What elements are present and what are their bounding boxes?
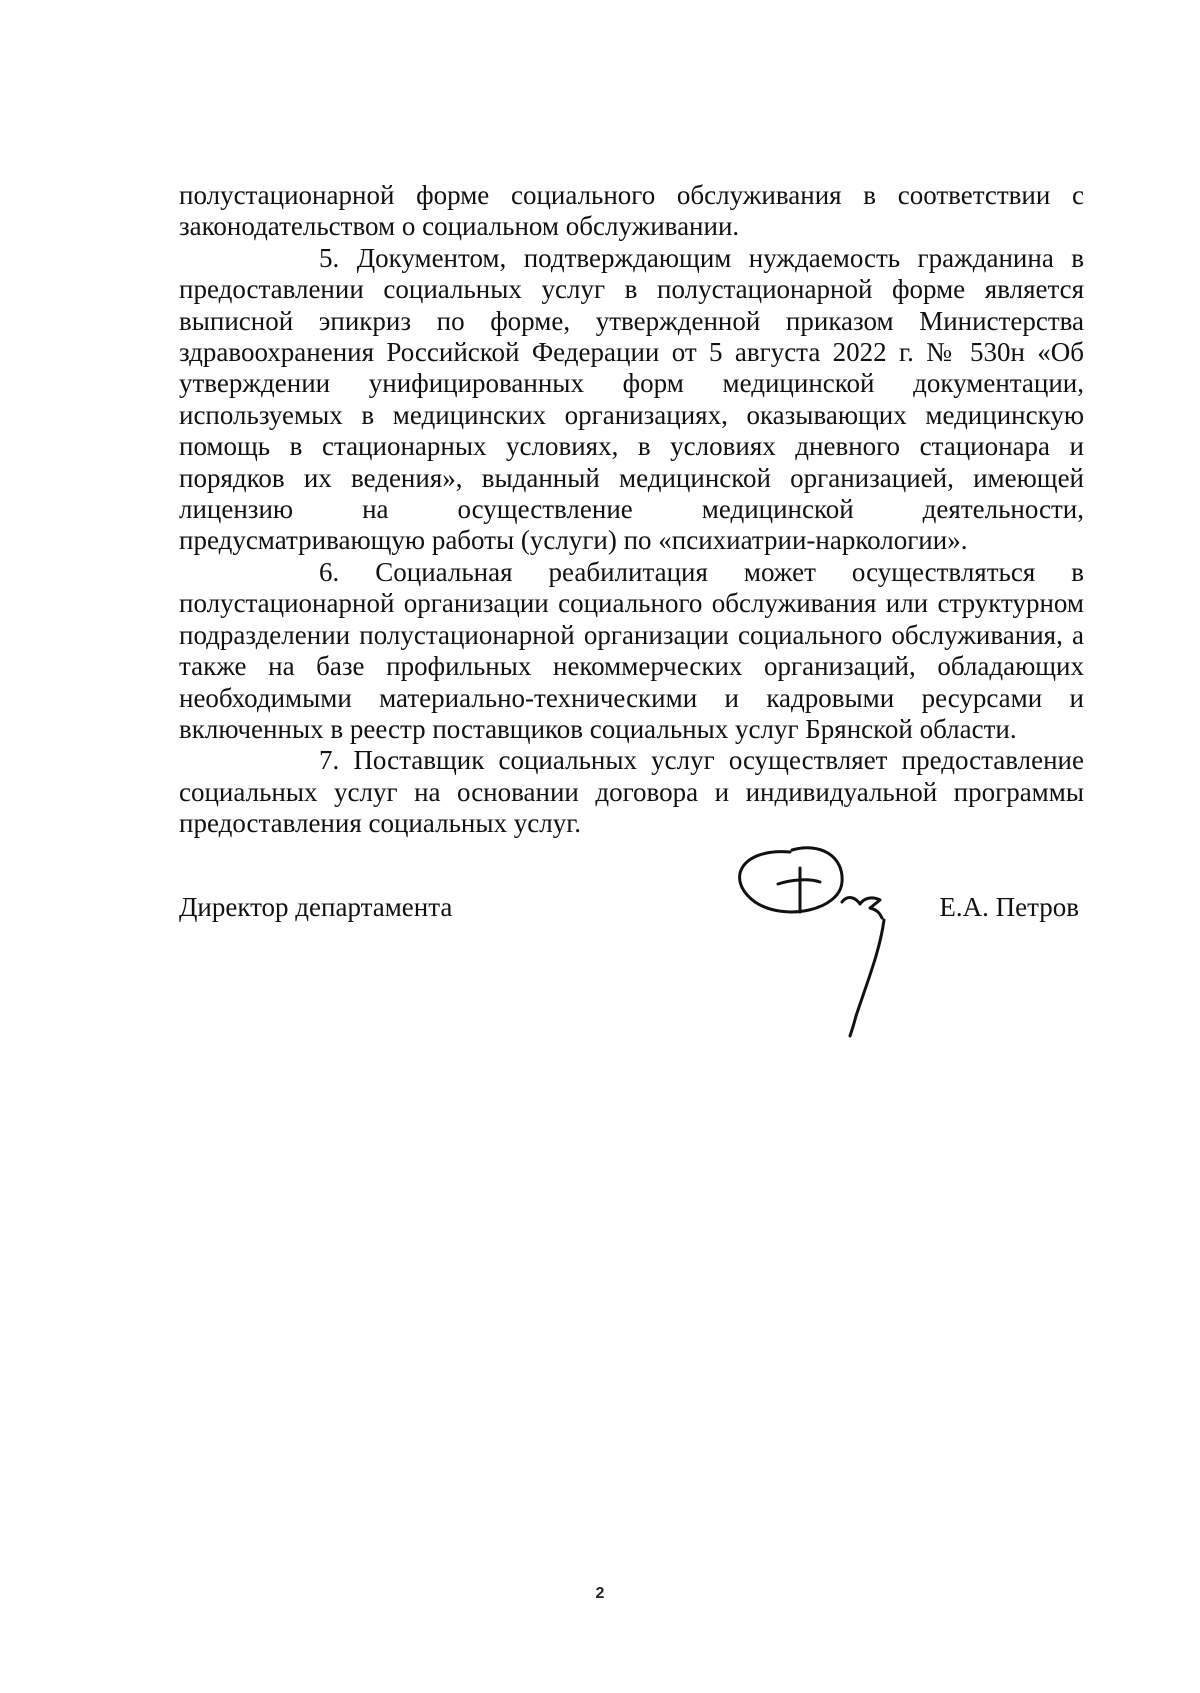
paragraph-item-6: [179, 557, 1084, 745]
document-body: [179, 180, 1084, 840]
item-text: Поставщик социальных услуг осуществляет предоставление социальных услуг на основании договора и индивидуальной программы предоставления социальных услуг.: [179, 745, 1084, 839]
handwritten-signature: [730, 840, 910, 1040]
page-number: 2: [595, 1585, 605, 1602]
paragraph-continuation: полустационарной форме социального обслуживания в соответствии с законодательством о социальном обслуживании.: [179, 180, 1084, 242]
paragraph-item-7: [179, 745, 1084, 839]
item-number: 5.: [319, 242, 340, 273]
signature-block: [179, 892, 1084, 932]
signatory-title: Директор департамента: [179, 892, 453, 922]
signatory-name: Е.А. Петров: [939, 892, 1079, 922]
item-text: Социальная реабилитация может осуществляться в полустационарной организации социального обслуживания или структурном подразделении полустационарной организации социального обслуживания, а также на базе профильных некоммерческих организаций, обладающих необходимыми материально-техническими и кадровыми ресурсами и включенных в реестр поставщиков социальных услуг Брянской области.: [179, 556, 1084, 744]
item-number: 7.: [319, 745, 340, 776]
item-text: Документом, подтверждающим нуждаемость гражданина в предоставлении социальных услуг в полустационарной форме является выписной эпикриз по форме, утвержденной приказом Министерства здравоохранения Российской Федерации от 5 августа 2022 г. № 530н «Об утверждении унифицированных форм медицинской документации, используемых в медицинских организациях, оказывающих медицинскую помощь в стационарных условиях, в условиях дневного стационара и порядков их ведения», выданный медицинской организацией, имеющей лицензию на осуществление медицинской деятельности, предусматривающую работы (услуги) по «психиатрии-наркологии».: [179, 242, 1084, 556]
item-number: 6.: [319, 556, 340, 587]
paragraph-item-5: [179, 243, 1084, 557]
